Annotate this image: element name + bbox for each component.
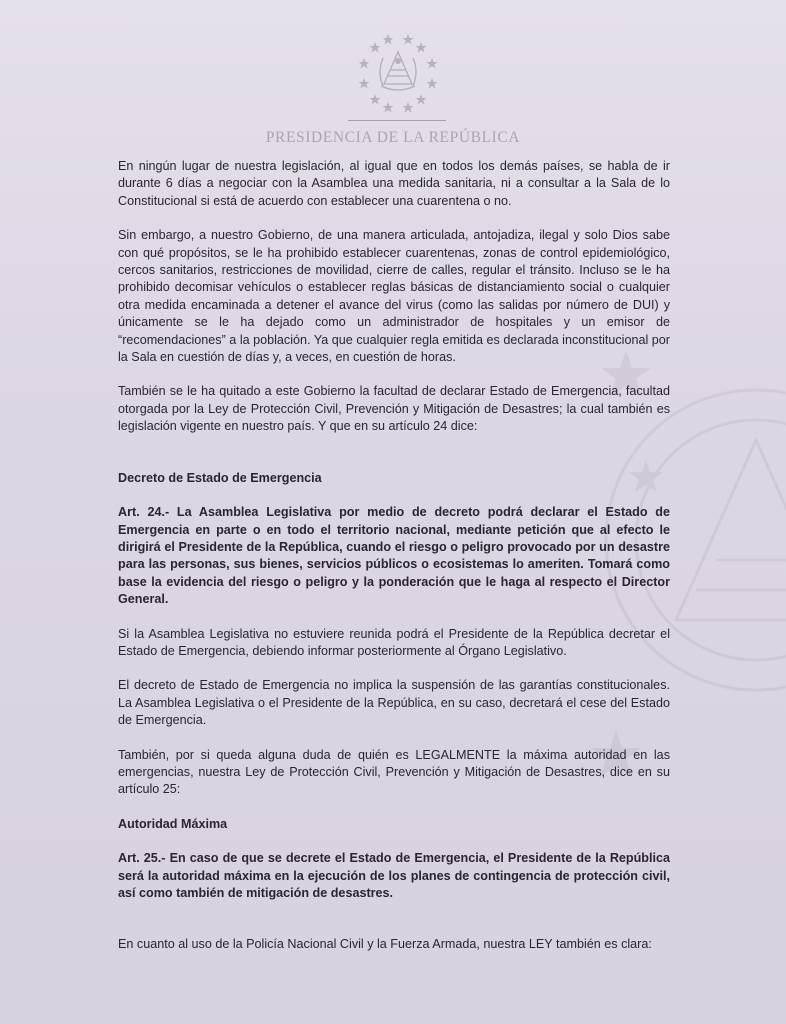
paragraph-2: Sin embargo, a nuestro Gobierno, de una manera articulada, antojadiza, ilegal y solo Dios sabe con qué propósitos, se le ha prohibido establecer cuarentenas, zonas de control epidemiológico, cercos sanitarios, restricciones de movilidad, cierre de calles, regular el tránsito. Incluso se le ha prohibido decomisar vehículos o establecer reglas básicas de distanciamiento social o cualquier otra medida encaminada a detener el avance del virus (como las salidas por número de DUI) y únicamente se le ha dejado como un administrador de hospitales y un emisor de “recomendaciones” a la población. Ya que cualquier regla emitida es declarada inconstitucional por la Sala en cuestión de días y, a veces, en cuestión de horas. [118, 228, 670, 365]
letterhead [0, 28, 786, 148]
paragraph-7: En cuanto al uso de la Policía Nacional Civil y la Fuerza Armada, nuestra LEY también es clara: [118, 937, 652, 952]
paragraph-4: Si la Asamblea Legislativa no estuviere reunida podrá el Presidente de la República decretar el Estado de Emergencia, debiendo informar posteriormente al Órgano Legislativo. [118, 626, 670, 658]
paragraph-5: El decreto de Estado de Emergencia no implica la suspensión de las garantías constitucionales. La Asamblea Legislativa o el Presidente de la República, en su caso, decretará el cese del Estado de Emergencia. [118, 678, 670, 728]
section-heading-decreto: Decreto de Estado de Emergencia [118, 470, 322, 485]
article-25: Art. 25.- En caso de que se decrete el Estado de Emergencia, el Presidente de la República será la autoridad máxima en la ejecución de los planes de contingencia de protección civil, así como también de mitigación de desastres. [118, 851, 670, 900]
letterhead-rule [348, 120, 446, 121]
paragraph-1: En ningún lugar de nuestra legislación, al igual que en todos los demás países, se habla de ir durante 6 días a negociar con la Asamblea una medida sanitaria, ni a consultar a la Sala de lo Constitucional si está de acuerdo con establecer una cuarentena o no. [118, 159, 670, 208]
section-heading-autoridad: Autoridad Máxima [118, 816, 228, 831]
letterhead-title: PRESIDENCIA DE LA REPÚBLICA [265, 129, 521, 146]
paragraph-6: También, por si queda alguna duda de quién es LEGALMENTE la máxima autoridad en las emergencias, nuestra Ley de Protección Civil, Prevención y Mitigación de Desastres, dice en su artículo 25: [118, 747, 670, 797]
el-salvador-coat-of-arms-icon [353, 28, 443, 118]
article-24: Art. 24.- La Asamblea Legislativa por medio de decreto podrá declarar el Estado de Emergencia en parte o en todo el territorio nacional, mediante petición que al efecto le dirigirá el Presidente de la República, cuando el riesgo o peligro provocado por un desastre para las personas, sus bienes, servicios públicos o ecosistemas lo ameriten. Tomará como base la evidencia del riesgo o peligro y la ponderación que le haga al respecto el Director General. [118, 505, 670, 607]
paragraph-3: También se le ha quitado a este Gobierno la facultad de declarar Estado de Emergencia, facultad otorgada por la Ley de Protección Civil, Prevención y Mitigación de Desastres; la cual también es legislación vigente en nuestro país. Y que en su artículo 24 dice: [118, 384, 670, 434]
document-body [118, 158, 670, 954]
